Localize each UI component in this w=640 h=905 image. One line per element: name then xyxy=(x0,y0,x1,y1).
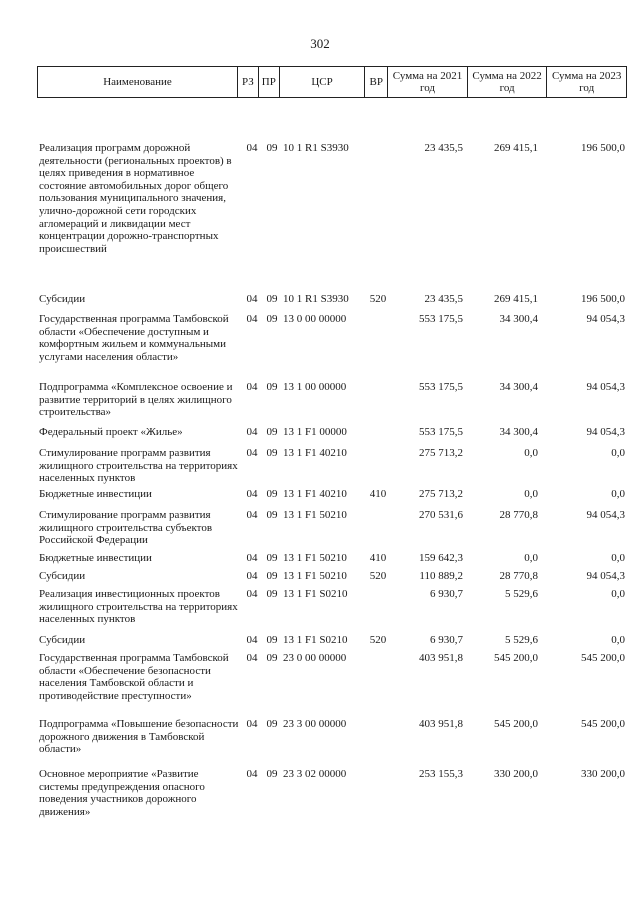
header-name: Наименование xyxy=(38,67,238,97)
header-pr: ПР xyxy=(259,67,280,97)
row-sum-2023: 0,0 xyxy=(611,552,625,564)
row-sum-2023: 94 054,3 xyxy=(586,313,625,325)
row-sum-2022: 269 415,1 xyxy=(494,142,538,154)
row-pr: 09 xyxy=(266,652,278,664)
row-sum-2022: 28 770,8 xyxy=(499,509,538,521)
row-name: Федеральный проект «Жилье» xyxy=(39,426,183,438)
row-vr: 410 xyxy=(369,552,387,564)
row-rz: 04 xyxy=(246,552,258,564)
row-rz: 04 xyxy=(246,588,258,600)
row-name: Субсидии xyxy=(39,293,86,305)
row-vr: 410 xyxy=(369,488,387,500)
row-csr: 13 1 00 00000 xyxy=(283,381,347,393)
row-csr: 23 3 00 00000 xyxy=(283,718,347,730)
row-name: Стимулирование программ развития жилищного строительства субъектов Российской Федерации xyxy=(39,509,213,547)
row-csr: 13 0 00 00000 xyxy=(283,313,347,325)
row-rz: 04 xyxy=(246,381,258,393)
row-sum-2021: 553 175,5 xyxy=(419,426,463,438)
row-pr: 09 xyxy=(266,570,278,582)
row-sum-2021: 553 175,5 xyxy=(419,313,463,325)
row-sum-2023: 545 200,0 xyxy=(581,652,625,664)
page-number: 302 xyxy=(310,36,330,51)
row-name: Реализация инвестиционных проектов жилищного строительства на территориях населенных пунктов xyxy=(39,588,238,626)
row-csr: 10 1 R1 S3930 xyxy=(283,142,349,154)
row-sum-2022: 0,0 xyxy=(524,488,538,500)
row-name: Стимулирование программ развития жилищного строительства на территориях населенных пунктов xyxy=(39,447,238,485)
row-sum-2023: 196 500,0 xyxy=(581,293,625,305)
row-sum-2021: 6 930,7 xyxy=(430,588,463,600)
row-pr: 09 xyxy=(266,381,278,393)
header-sum-2022: Сумма на 2022 год xyxy=(468,67,548,97)
row-name: Подпрограмма «Комплексное освоение и развитие территорий в целях жилищного строительства» xyxy=(39,381,233,419)
row-csr: 23 3 02 00000 xyxy=(283,768,347,780)
row-pr: 09 xyxy=(266,634,278,646)
row-csr: 13 1 F1 40210 xyxy=(283,447,347,459)
row-sum-2021: 403 951,8 xyxy=(419,652,463,664)
row-sum-2022: 5 529,6 xyxy=(505,634,538,646)
row-pr: 09 xyxy=(266,447,278,459)
row-sum-2021: 159 642,3 xyxy=(419,552,463,564)
row-csr: 13 1 F1 50210 xyxy=(283,552,347,564)
row-rz: 04 xyxy=(246,634,258,646)
row-csr: 13 1 F1 40210 xyxy=(283,488,347,500)
row-rz: 04 xyxy=(246,447,258,459)
row-vr: 520 xyxy=(369,570,387,582)
row-pr: 09 xyxy=(266,552,278,564)
row-rz: 04 xyxy=(246,488,258,500)
row-sum-2023: 0,0 xyxy=(611,634,625,646)
row-name: Субсидии xyxy=(39,570,86,582)
row-sum-2021: 553 175,5 xyxy=(419,381,463,393)
header-sum-2023: Сумма на 2023 год xyxy=(551,70,622,94)
header-vr: ВР xyxy=(365,67,388,97)
row-sum-2021: 253 155,3 xyxy=(419,768,463,780)
row-sum-2021: 110 889,2 xyxy=(419,570,463,582)
row-vr: 520 xyxy=(369,634,387,646)
row-csr: 13 1 F1 50210 xyxy=(283,509,347,521)
row-pr: 09 xyxy=(266,426,278,438)
row-name: Государственная программа Тамбовской области «Обеспечение доступным и комфортным жильем и коммунальными услугами населения области» xyxy=(39,313,229,363)
row-sum-2023: 0,0 xyxy=(611,488,625,500)
row-sum-2023: 196 500,0 xyxy=(581,142,625,154)
row-rz: 04 xyxy=(246,509,258,521)
row-csr: 13 1 F1 S0210 xyxy=(283,634,348,646)
header-rz: РЗ xyxy=(238,67,259,97)
row-sum-2023: 94 054,3 xyxy=(586,426,625,438)
row-pr: 09 xyxy=(266,768,278,780)
table-header xyxy=(37,66,627,98)
row-sum-2023: 94 054,3 xyxy=(586,570,625,582)
row-sum-2023: 94 054,3 xyxy=(586,509,625,521)
header-csr: ЦСР xyxy=(280,67,366,97)
row-name: Реализация программ дорожной деятельности (региональных проектов) в целях приведения в нормативное состояние автомобильных дорог общего пользования муниципального значения, улично-дорожной сети городских агломераций и ликвидации мест концентрации дорожно-транспортных происшествий xyxy=(39,142,232,255)
row-sum-2022: 5 529,6 xyxy=(505,588,538,600)
row-sum-2023: 330 200,0 xyxy=(581,768,625,780)
row-name: Государственная программа Тамбовской области «Обеспечение безопасности населения Тамбовской области и противодействие преступности» xyxy=(39,652,229,702)
header-sum-2021: Сумма на 2021 год xyxy=(388,67,468,97)
row-sum-2022: 28 770,8 xyxy=(499,570,538,582)
row-rz: 04 xyxy=(246,313,258,325)
row-rz: 04 xyxy=(246,718,258,730)
row-sum-2021: 275 713,2 xyxy=(419,447,463,459)
row-rz: 04 xyxy=(246,293,258,305)
row-pr: 09 xyxy=(266,142,278,154)
row-sum-2023: 545 200,0 xyxy=(581,718,625,730)
row-pr: 09 xyxy=(266,488,278,500)
row-sum-2023: 0,0 xyxy=(611,588,625,600)
row-rz: 04 xyxy=(246,426,258,438)
row-vr: 520 xyxy=(369,293,387,305)
row-sum-2022: 0,0 xyxy=(524,552,538,564)
row-pr: 09 xyxy=(266,509,278,521)
row-pr: 09 xyxy=(266,293,278,305)
budget-table xyxy=(37,66,627,818)
row-sum-2022: 545 200,0 xyxy=(494,718,538,730)
row-csr: 10 1 R1 S3930 xyxy=(283,293,349,305)
row-sum-2021: 23 435,5 xyxy=(424,293,463,305)
row-csr: 23 0 00 00000 xyxy=(283,652,347,664)
row-csr: 13 1 F1 50210 xyxy=(283,570,347,582)
row-name: Подпрограмма «Повышение безопасности дорожного движения в Тамбовской области» xyxy=(39,718,239,756)
row-csr: 13 1 F1 00000 xyxy=(283,426,347,438)
row-rz: 04 xyxy=(246,768,258,780)
row-sum-2022: 330 200,0 xyxy=(494,768,538,780)
row-name: Основное мероприятие «Развитие системы предупреждения опасного поведения участников дорожного движения» xyxy=(39,768,205,818)
row-name: Субсидии xyxy=(39,634,86,646)
row-name: Бюджетные инвестиции xyxy=(39,488,152,500)
row-rz: 04 xyxy=(246,652,258,664)
row-sum-2023: 0,0 xyxy=(611,447,625,459)
row-sum-2022: 0,0 xyxy=(524,447,538,459)
row-sum-2021: 403 951,8 xyxy=(419,718,463,730)
row-sum-2022: 269 415,1 xyxy=(494,293,538,305)
row-sum-2021: 275 713,2 xyxy=(419,488,463,500)
row-sum-2021: 270 531,6 xyxy=(419,509,463,521)
row-sum-2021: 6 930,7 xyxy=(430,634,463,646)
row-sum-2022: 545 200,0 xyxy=(494,652,538,664)
row-sum-2022: 34 300,4 xyxy=(499,426,538,438)
row-sum-2022: 34 300,4 xyxy=(499,381,538,393)
row-pr: 09 xyxy=(266,313,278,325)
row-sum-2022: 34 300,4 xyxy=(499,313,538,325)
row-name: Бюджетные инвестиции xyxy=(39,552,152,564)
row-rz: 04 xyxy=(246,570,258,582)
row-sum-2023: 94 054,3 xyxy=(586,381,625,393)
row-csr: 13 1 F1 S0210 xyxy=(283,588,348,600)
row-pr: 09 xyxy=(266,588,278,600)
row-sum-2021: 23 435,5 xyxy=(424,142,463,154)
row-pr: 09 xyxy=(266,718,278,730)
row-rz: 04 xyxy=(246,142,258,154)
